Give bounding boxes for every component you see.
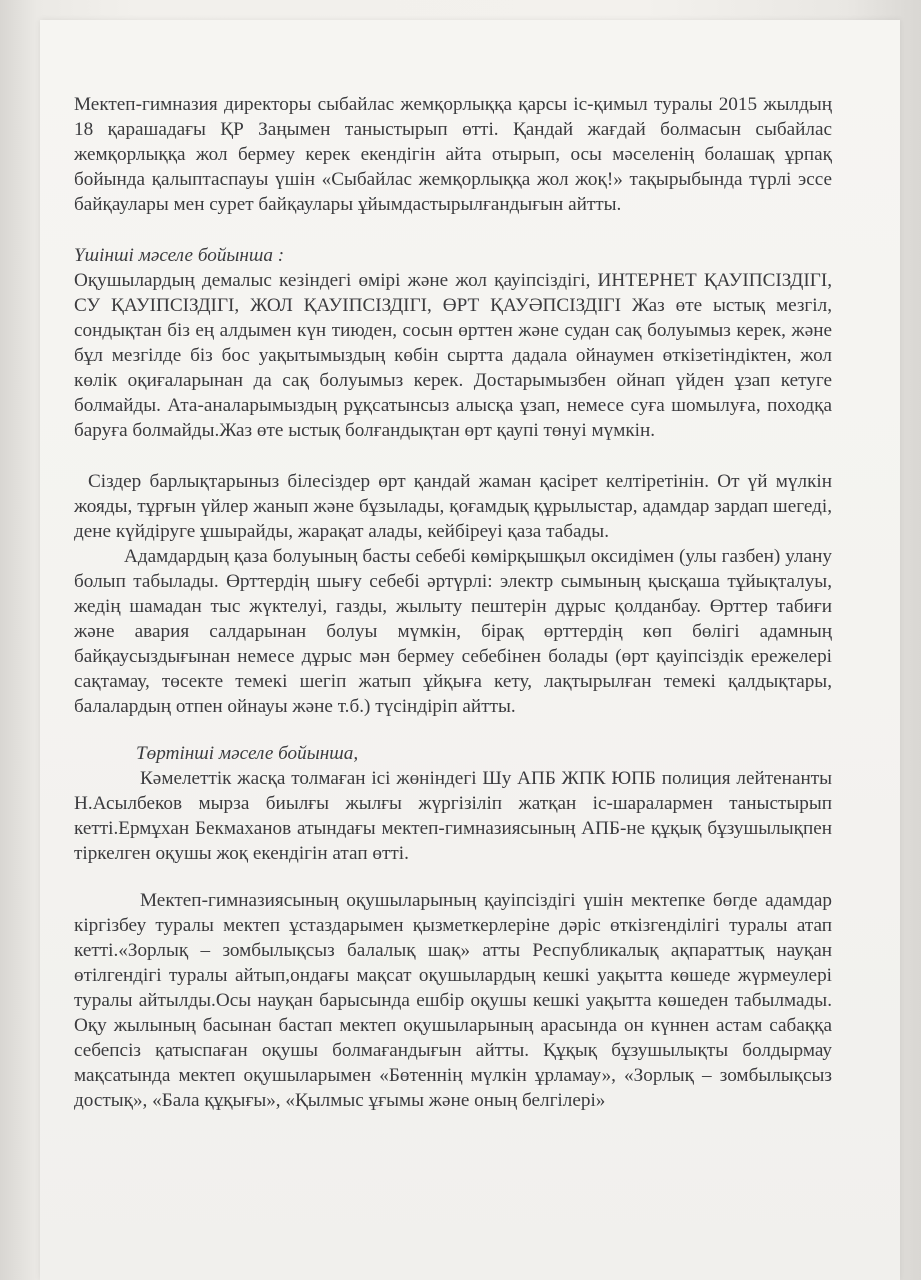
- paragraph-director-report: Мектеп-гимназия директоры сыбайлас жемқорлыққа қарсы іс-қимыл туралы 2015 жылдың 18 қарашадағы ҚР Заңымен таныстырып өтті. Қандай жағдай болмасын сыбайлас жемқорлыққа жол бермеу керек екендігін айта отырып, осы мәселенің болашақ ұрпақ бойында қалыптаспауы үшін «Сыбайлас жемқорлыққа жол жоқ!» тақырыбында түрлі эссе байқаулары мен сурет байқаулары ұйымдастырылғандығын айтты.: [74, 94, 832, 215]
- paragraph-fire-danger: Сіздер барлықтарыныз білесіздер өрт қандай жаман қасірет келтіретінін. От үй мүлкін жояды, тұрғын үйлер жанып және бұзылады, қоғамдық құрылыстар, адамдар зардап шегеді, дене күйдіруге ұшырайды, жарақат алады, кейбіреуі қаза табады.: [74, 471, 832, 542]
- heading-fourth-issue: Төртінші мәселе бойынша,: [136, 743, 359, 764]
- heading-third-issue: Үшінші мәселе бойынша :: [74, 245, 285, 266]
- paragraph-police-report: Кәмелеттік жасқа толмаған ісі жөніндегі Шу АПБ ЖПК ЮПБ полиция лейтенанты Н.Асылбеков мырза биылғы жылғы жүргізіліп жатқан іс-шаралармен таныстырып кетті.Ермұхан Бекмаханов атындағы мектеп-гимназиясының АПБ-не құқық бұзушылықпен тіркелген оқушы жоқ екендігін атап өтті.: [74, 768, 832, 864]
- paragraph-summer-safety: Оқушылардың демалыс кезіндегі өмірі және жол қауіпсіздігі, ИНТЕРНЕТ ҚАУІПСІЗДІГІ, СУ ҚАУІПСІЗДІГІ, ЖОЛ ҚАУІПСІЗДІГІ, ӨРТ ҚАУӘПСІЗДІГІ Жаз өте ыстық мезгіл, сондықтан біз ең алдымен күн тиюден, сосын өрттен және судан сақ болуымыз керек, және бұл мезгілде біз бос уақытымыздың көбін сыртта дадала ойнаумен өткізетіндіктен, жол көлік оқиғаларынан да сақ болуымыз керек. Достарымызбен ойнап үйден ұзап кетуге болмайды. Ата-аналарымыздың рұқсатынсыз алысқа ұзап, немесе суға шомылуға, походқа баруға болмайды.Жаз өте ыстық болғандықтан өрт қаупі төнуі мүмкін.: [74, 270, 832, 441]
- paragraph-fire-causes: Адамдардың қаза болуының басты себебі көмірқышқыл оксидімен (улы газбен) улану болып табылады. Өрттердің шығу себебі әртүрлі: электр сымының қысқаша тұйықталуы, жедің шамадан тыс жүктелуі, газды, жылыту пештерін дұрыс қолданбау. Өрттер табиғи және авария салдарынан болуы мүмкін, бірақ өрттердің көп бөлігі адамның байқаусыздығынан немесе дұрыс мән бермеу себебінен болады (өрт қауіпсіздік ережелері сақтамау, төсекте темекі шегіп жатып ұйқыға кету, лақтырылған темекі қалдықтары, балалардың отпен ойнауы және т.б.) түсіндіріп айтты.: [74, 546, 832, 717]
- paragraph-student-safety: Мектеп-гимназиясының оқушыларының қауіпсіздігі үшін мектепке бөгде адамдар кіргізбеу туралы мектеп ұстаздарымен қызметкерлеріне дәріс өткізгенділігі туралы атап кетті.«Зорлық – зомбылықсыз балалық шақ» атты Республикалық ақпараттық науқан өтілгендігі туралы айтып,ондағы мақсат оқушылардың кешкі уақытта көшеде жүрмеулері туралы айтылды.Осы науқан барысында ешбір оқушы кешкі уақытта көшеден табылмады. Оқу жылының басынан бастап мектеп оқушыларының арасында он күннен астам сабаққа себепсіз қатыспаған оқушы болмағандығын айтты. Құқық бұзушылықты болдырмау мақсатында мектеп оқушыларымен «Бөтеннің мүлкін ұрламау», «Зорлық – зомбылықсыз достық», «Бала құқығы», «Қылмыс ұғымы және оның белгілері»: [74, 890, 832, 1111]
- document-body: [74, 92, 832, 1113]
